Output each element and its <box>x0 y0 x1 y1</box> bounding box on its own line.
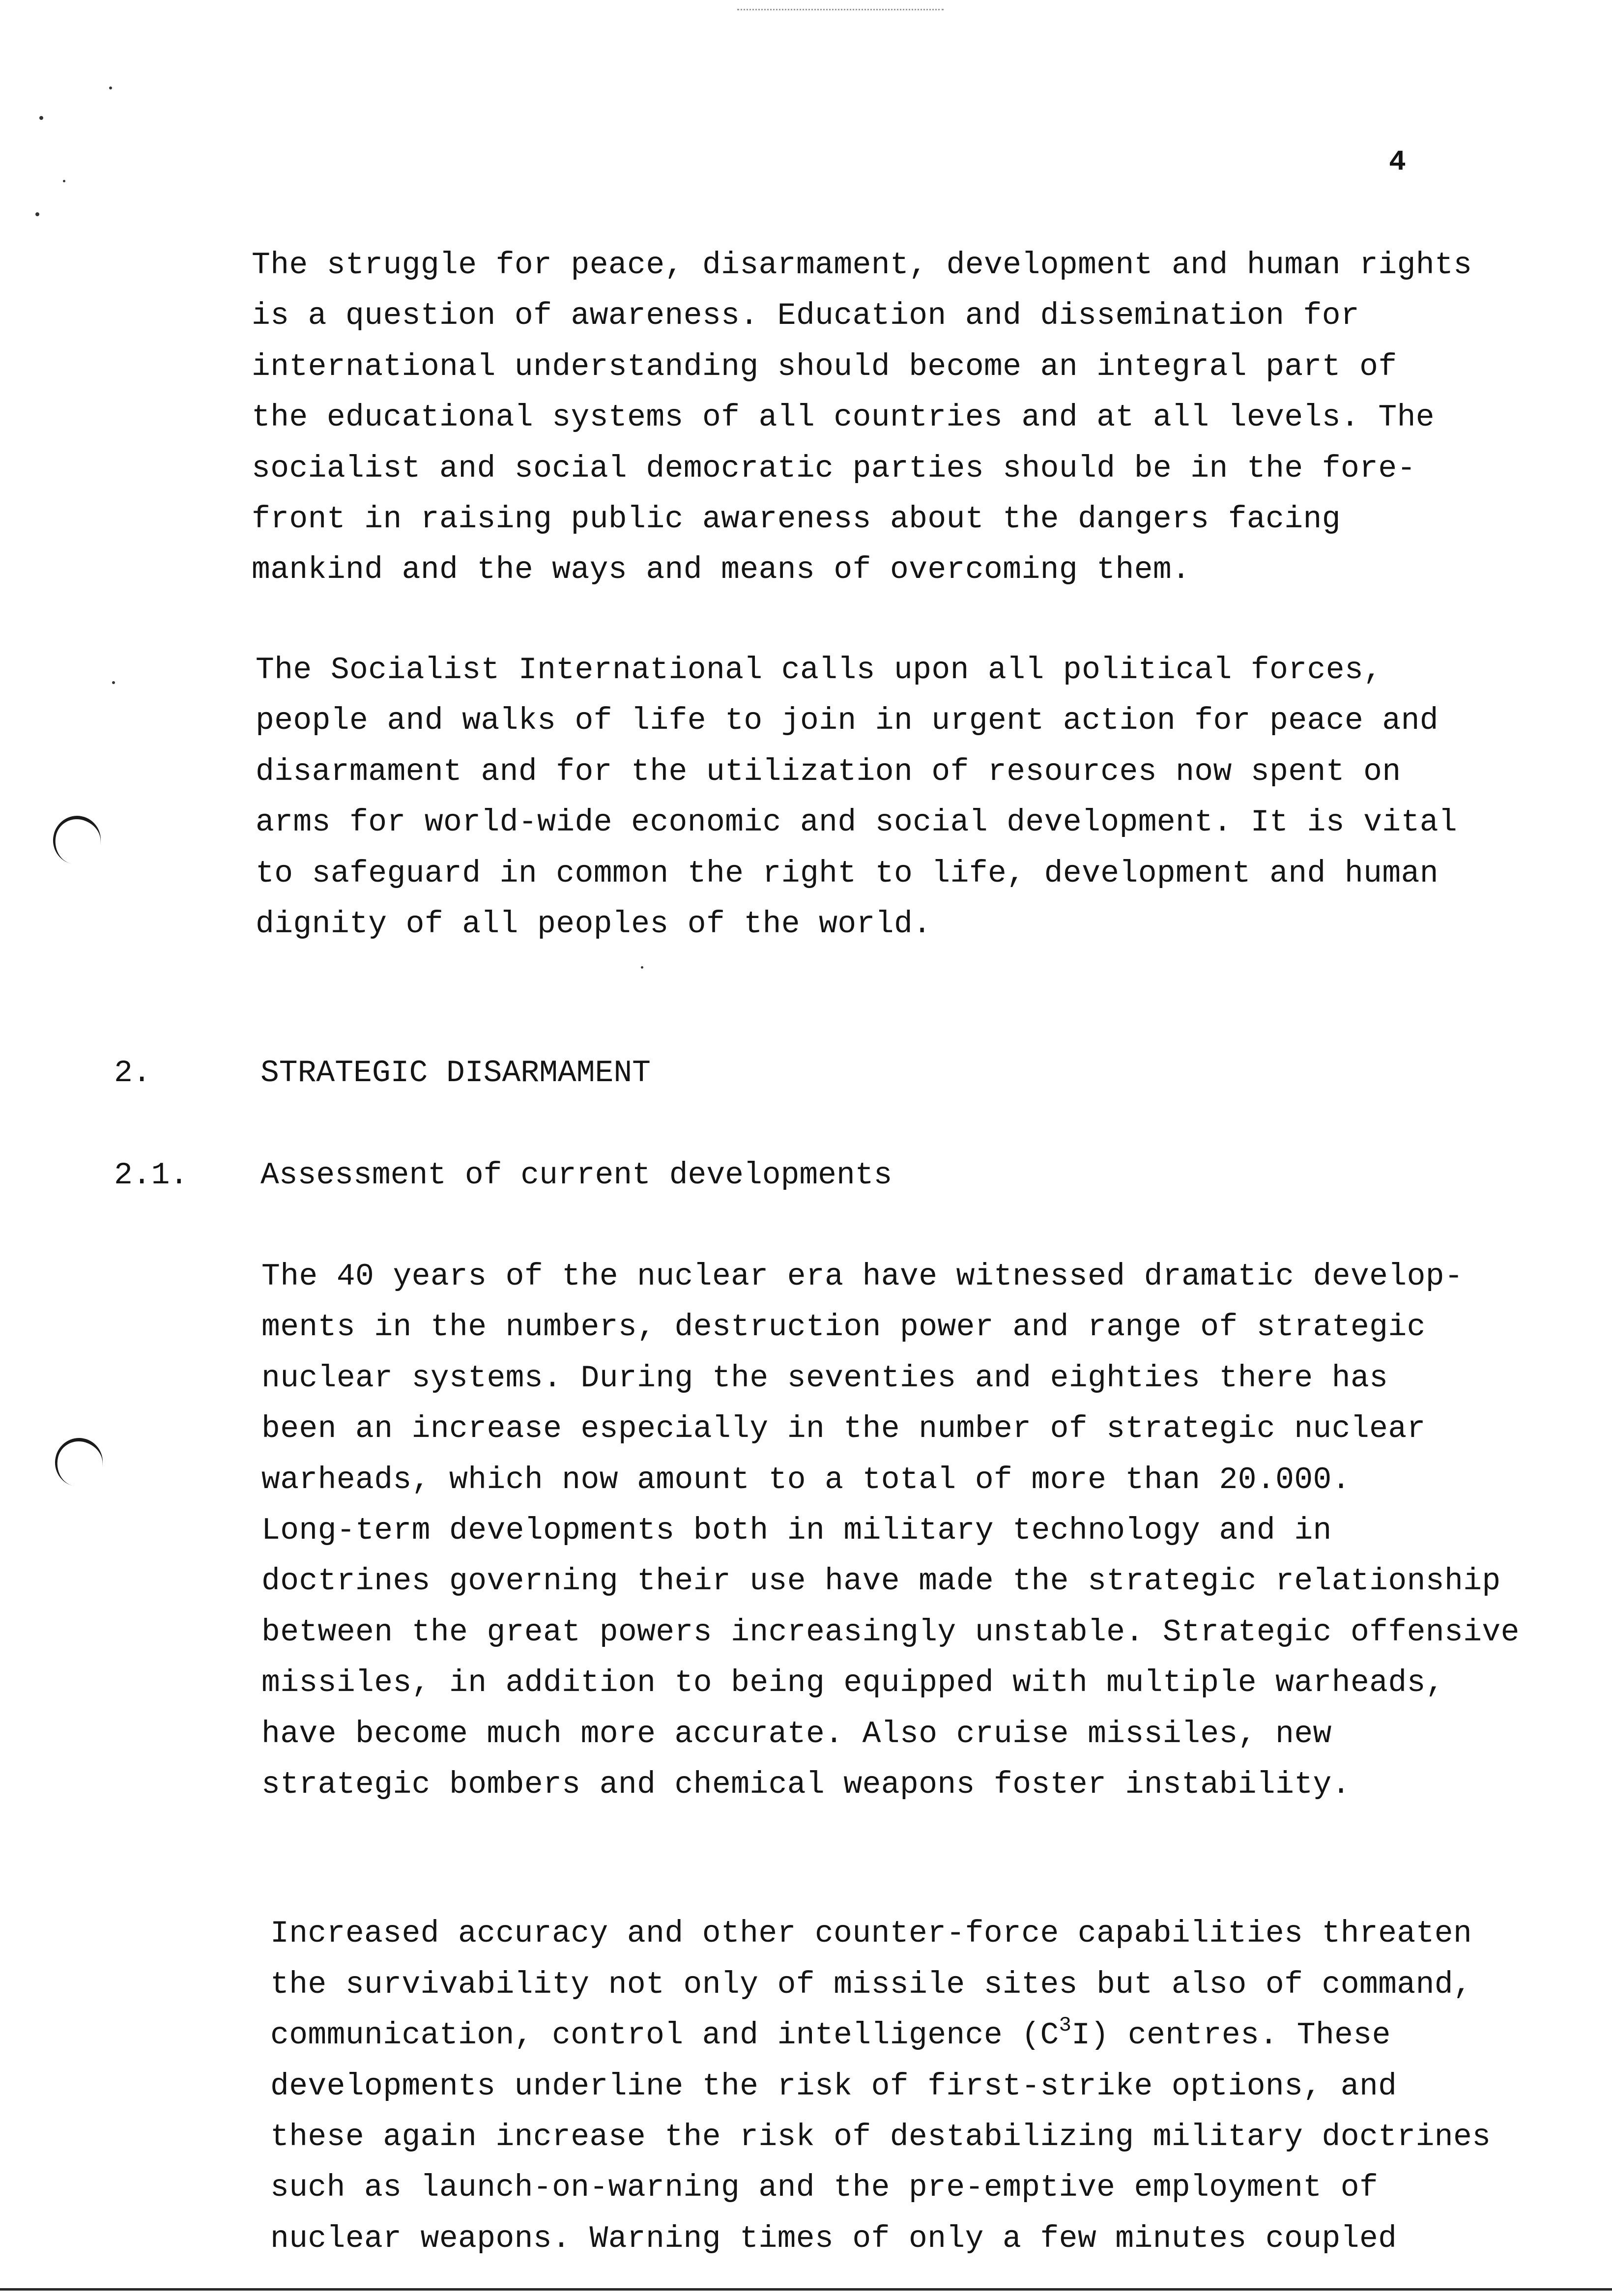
text-line: communication, control and intelligence $(C^3I)$ centres. These <box>270 2013 1391 2053</box>
scan-speck <box>112 681 115 684</box>
subsection-title: Assessment of current developments <box>260 1158 892 1193</box>
superscript: 3 <box>1059 2013 1072 2038</box>
paragraph-counter-force <box>270 1858 1491 2264</box>
page-number: 4 <box>1389 146 1406 178</box>
paragraph-awareness: The struggle for peace, disarmament, development and human rights is a question of awareness. Education and dissemination for international understanding should become an integral part of the educational systems of all countries and at all levels. The socialist and social democratic parties should be in the fore- front in raising public awareness about the dangers facing mankind and the ways and means of overcoming them. <box>252 248 1472 588</box>
scan-speck <box>641 966 643 969</box>
section-number: 2. <box>114 1056 151 1091</box>
text-lines: developments underline the risk of first-strike options, and these again increase the risk of destabilizing military doctrines such as launch-on-warning and the pre-emptive employment of nuclear weapons. Warning times of only a few minutes coupled <box>270 2068 1491 2256</box>
section-title: STRATEGIC DISARMAMENT <box>260 1056 651 1091</box>
scan-speck <box>35 212 39 216</box>
punch-hole-mark <box>49 811 105 869</box>
subsection-number: 2.1. <box>114 1158 189 1193</box>
scan-speck <box>39 116 43 120</box>
scan-artifact <box>737 9 944 13</box>
scan-speck <box>63 180 65 182</box>
paragraph-nuclear-era: The 40 years of the nuclear era have witnessed dramatic develop- ments in the numbers, destruction power and range of strategic nuclear systems. During the seventies and eighties there has been an increase especially in the number of strategic nuclear warheads, which now amount to a total of more than 20.000. Long-term developments both in military technology and in doctrines governing their use have made the strategic relationship between the great powers increasingly unstable. Strategic offensive missiles, in addition to being equipped with multiple warheads, have become much more accurate. Also cruise missiles, new strategic bombers and chemical weapons foster instability. <box>261 1259 1520 1803</box>
scan-speck <box>109 86 112 89</box>
text-line: Increased accuracy and other counter-force capabilities threaten <box>270 1916 1472 1952</box>
punch-hole-mark <box>51 1434 107 1491</box>
page-bottom-edge <box>0 2288 1612 2291</box>
paragraph-socialist-international: The Socialist International calls upon all political forces, people and walks of life to join in urgent action for peace and disarmament and for the utilization of resources now spent on arms for world-wide economic and social development. It is vital to safeguard in common the right to life, development and human dignity of all peoples of the world. <box>256 653 1458 942</box>
text-line: the survivability not only of missile sites but also of command, <box>270 1967 1472 2002</box>
